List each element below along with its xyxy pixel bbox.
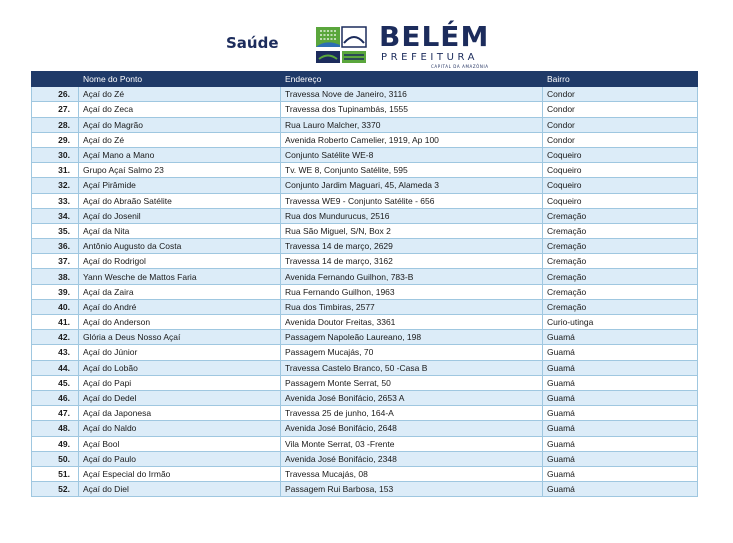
table-row xyxy=(32,147,698,162)
header-name: Nome do Ponto xyxy=(79,72,281,87)
row-district: Cremação xyxy=(543,223,698,238)
table-row xyxy=(32,239,698,254)
table-row xyxy=(32,390,698,405)
row-district: Guamá xyxy=(543,436,698,451)
row-number: 45. xyxy=(32,375,79,390)
row-district: Guamá xyxy=(543,330,698,345)
row-name: Açaí do Zeca xyxy=(79,102,281,117)
row-name: Açaí da Zaira xyxy=(79,284,281,299)
row-district: Cremação xyxy=(543,254,698,269)
row-number: 43. xyxy=(32,345,79,360)
row-name: Açaí do Abraão Satélite xyxy=(79,193,281,208)
row-address: Travessa Nove de Janeiro, 3116 xyxy=(281,87,543,102)
row-address: Avenida José Bonifácio, 2653 A xyxy=(281,390,543,405)
table-row xyxy=(32,330,698,345)
table-row xyxy=(32,436,698,451)
header-address: Endereço xyxy=(281,72,543,87)
row-name: Grupo Açaí Salmo 23 xyxy=(79,163,281,178)
row-number: 52. xyxy=(32,482,79,497)
row-number: 30. xyxy=(32,147,79,162)
table-row xyxy=(32,406,698,421)
row-number: 29. xyxy=(32,132,79,147)
row-district: Condor xyxy=(543,102,698,117)
row-district: Guamá xyxy=(543,375,698,390)
row-number: 50. xyxy=(32,451,79,466)
row-address: Passagem Monte Serrat, 50 xyxy=(281,375,543,390)
row-district: Condor xyxy=(543,132,698,147)
row-number: 48. xyxy=(32,421,79,436)
row-number: 31. xyxy=(32,163,79,178)
row-address: Travessa WE9 - Conjunto Satélite - 656 xyxy=(281,193,543,208)
row-number: 27. xyxy=(32,102,79,117)
row-name: Açaí do Júnior xyxy=(79,345,281,360)
table-body xyxy=(32,87,698,497)
row-address: Passagem Napoleão Laureano, 198 xyxy=(281,330,543,345)
table-row xyxy=(32,345,698,360)
row-name: Açaí Especial do Irmão xyxy=(79,466,281,481)
row-number: 32. xyxy=(32,178,79,193)
row-address: Passagem Rui Barbosa, 153 xyxy=(281,482,543,497)
row-district: Coqueiro xyxy=(543,163,698,178)
row-name: Açaí do Dedel xyxy=(79,390,281,405)
belem-logo-icon xyxy=(314,25,368,65)
row-name: Açaí do Anderson xyxy=(79,315,281,330)
row-district: Guamá xyxy=(543,466,698,481)
table-row xyxy=(32,117,698,132)
row-name: Açaí do Naldo xyxy=(79,421,281,436)
row-number: 46. xyxy=(32,390,79,405)
row-district: Cremação xyxy=(543,299,698,314)
header-district: Bairro xyxy=(543,72,698,87)
row-name: Açaí do André xyxy=(79,299,281,314)
header-number xyxy=(32,72,79,87)
row-address: Travessa 14 de março, 2629 xyxy=(281,239,543,254)
row-name: Açaí Bool xyxy=(79,436,281,451)
row-name: Açaí do Lobão xyxy=(79,360,281,375)
row-address: Passagem Mucajás, 70 xyxy=(281,345,543,360)
row-number: 51. xyxy=(32,466,79,481)
row-address: Vila Monte Serrat, 03 -Frente xyxy=(281,436,543,451)
row-name: Açaí Pirâmide xyxy=(79,178,281,193)
row-name: Açaí do Rodrigol xyxy=(79,254,281,269)
row-number: 40. xyxy=(32,299,79,314)
table-row xyxy=(32,284,698,299)
row-district: Cremação xyxy=(543,284,698,299)
row-address: Travessa 14 de março, 3162 xyxy=(281,254,543,269)
city-tagline: CAPITAL DA AMAZÔNIA xyxy=(431,64,489,69)
row-district: Condor xyxy=(543,87,698,102)
table-row xyxy=(32,299,698,314)
table-row xyxy=(32,132,698,147)
row-district: Guamá xyxy=(543,421,698,436)
table-row xyxy=(32,466,698,481)
row-address: Conjunto Jardim Maguari, 45, Alameda 3 xyxy=(281,178,543,193)
row-district: Condor xyxy=(543,117,698,132)
row-district: Guamá xyxy=(543,390,698,405)
row-district: Guamá xyxy=(543,451,698,466)
row-number: 42. xyxy=(32,330,79,345)
row-number: 37. xyxy=(32,254,79,269)
row-name: Glória a Deus Nosso Açaí xyxy=(79,330,281,345)
row-address: Rua Fernando Guilhon, 1963 xyxy=(281,284,543,299)
row-district: Cremação xyxy=(543,269,698,284)
row-address: Rua São Miguel, S/N, Box 2 xyxy=(281,223,543,238)
row-name: Açaí do Magrão xyxy=(79,117,281,132)
row-address: Rua Lauro Malcher, 3370 xyxy=(281,117,543,132)
row-district: Guamá xyxy=(543,482,698,497)
row-name: Açaí do Josenil xyxy=(79,208,281,223)
row-address: Rua dos Timbiras, 2577 xyxy=(281,299,543,314)
row-number: 39. xyxy=(32,284,79,299)
city-subtitle: PREFEITURA xyxy=(381,52,479,63)
row-address: Avenida Doutor Freitas, 3361 xyxy=(281,315,543,330)
points-table xyxy=(31,71,698,497)
row-address: Tv. WE 8, Conjunto Satélite, 595 xyxy=(281,163,543,178)
page-header xyxy=(0,22,733,70)
row-address: Avenida Roberto Camelier, 1919, Ap 100 xyxy=(281,132,543,147)
city-name: BELÉM xyxy=(379,20,490,53)
row-address: Rua dos Mundurucus, 2516 xyxy=(281,208,543,223)
table-header xyxy=(32,72,698,87)
row-district: Guamá xyxy=(543,345,698,360)
row-name: Açaí da Japonesa xyxy=(79,406,281,421)
table-row xyxy=(32,208,698,223)
row-number: 47. xyxy=(32,406,79,421)
row-district: Cremação xyxy=(543,208,698,223)
row-name: Açaí do Zé xyxy=(79,87,281,102)
row-district: Cremação xyxy=(543,239,698,254)
row-name: Yann Wesche de Mattos Faria xyxy=(79,269,281,284)
row-number: 35. xyxy=(32,223,79,238)
table-row xyxy=(32,178,698,193)
row-name: Açaí do Diel xyxy=(79,482,281,497)
row-district: Coqueiro xyxy=(543,178,698,193)
row-address: Travessa Mucajás, 08 xyxy=(281,466,543,481)
table-row xyxy=(32,269,698,284)
row-name: Açaí Mano a Mano xyxy=(79,147,281,162)
health-label: Saúde xyxy=(226,34,279,52)
row-name: Açaí do Zé xyxy=(79,132,281,147)
row-number: 41. xyxy=(32,315,79,330)
table-row xyxy=(32,163,698,178)
row-address: Avenida Fernando Guilhon, 783-B xyxy=(281,269,543,284)
header-row xyxy=(32,72,698,87)
row-address: Travessa dos Tupinambás, 1555 xyxy=(281,102,543,117)
row-number: 49. xyxy=(32,436,79,451)
table-row xyxy=(32,451,698,466)
row-address: Travessa Castelo Branco, 50 -Casa B xyxy=(281,360,543,375)
row-number: 36. xyxy=(32,239,79,254)
row-name: Açaí do Paulo xyxy=(79,451,281,466)
row-name: Açaí da Nita xyxy=(79,223,281,238)
row-district: Guamá xyxy=(543,406,698,421)
row-name: Antônio Augusto da Costa xyxy=(79,239,281,254)
row-number: 38. xyxy=(32,269,79,284)
row-district: Coqueiro xyxy=(543,147,698,162)
row-address: Conjunto Satélite WE-8 xyxy=(281,147,543,162)
row-number: 33. xyxy=(32,193,79,208)
row-name: Açaí do Papi xyxy=(79,375,281,390)
table-row xyxy=(32,315,698,330)
row-number: 34. xyxy=(32,208,79,223)
row-district: Coqueiro xyxy=(543,193,698,208)
table-row xyxy=(32,102,698,117)
row-number: 28. xyxy=(32,117,79,132)
row-district: Curio-utinga xyxy=(543,315,698,330)
table-row xyxy=(32,360,698,375)
table-row xyxy=(32,223,698,238)
row-address: Avenida José Bonifácio, 2648 xyxy=(281,421,543,436)
row-number: 26. xyxy=(32,87,79,102)
row-district: Guamá xyxy=(543,360,698,375)
table-row xyxy=(32,375,698,390)
row-address: Avenida José Bonifácio, 2348 xyxy=(281,451,543,466)
table-row xyxy=(32,421,698,436)
table-row xyxy=(32,254,698,269)
row-address: Travessa 25 de junho, 164-A xyxy=(281,406,543,421)
table-row xyxy=(32,87,698,102)
row-number: 44. xyxy=(32,360,79,375)
table-row xyxy=(32,193,698,208)
table-row xyxy=(32,482,698,497)
